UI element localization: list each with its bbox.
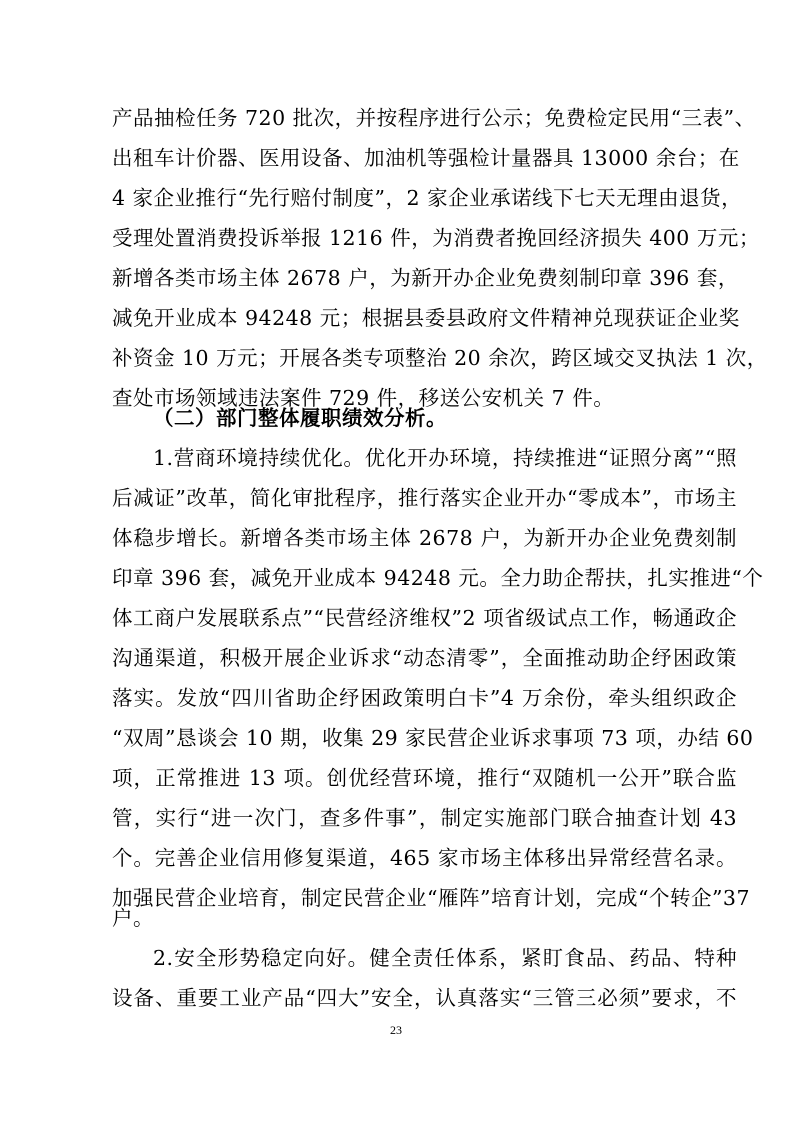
text-line: 减免开业成本 94248 元；根据县委县政府文件精神兑现获证企业奖: [112, 306, 740, 330]
text-line: 出租车计价器、医用设备、加油机等强检计量器具 13000 余台；在: [112, 146, 740, 170]
text-line: 户。: [112, 906, 154, 930]
text-line: 受理处置消费投诉举报 1216 件，为消费者挽回经济损失 400 万元；: [112, 226, 760, 250]
page-number: 23: [390, 1023, 402, 1037]
section-heading: （二）部门整体履职绩效分析。: [153, 406, 447, 430]
text-line: 项，正常推进 13 项。创优经营环境，推行“双随机一公开”联合监: [112, 766, 737, 790]
text-line: 印章 396 套，减免开业成本 94248 元。全力助企帮扶，扎实推进“个: [112, 566, 764, 590]
text-line: 管，实行“进一次门，查多件事”，制定实施部门联合抽查计划 43: [112, 806, 737, 830]
text-line: 4 家企业推行“先行赔付制度”，2 家企业承诺线下七天无理由退货，: [112, 186, 743, 210]
text-line: 新增各类市场主体 2678 户，为新开办企业免费刻制印章 396 套，: [112, 266, 739, 290]
text-line: 后减证”改革，简化审批程序，推行落实企业开办“零成本”，市场主: [112, 486, 737, 510]
text-line: 1.营商环境持续优化。优化开办环境，持续推进“证照分离”“照: [153, 446, 737, 470]
text-line: 查处市场领域违法案件 729 件，移送公安机关 7 件。: [112, 386, 615, 410]
text-line: 加强民营企业培育，制定民营企业“雁阵”培育计划，完成“个转企”37: [112, 886, 751, 910]
text-line: “双周”恳谈会 10 期，收集 29 家民营企业诉求事项 73 项，办结 60: [112, 726, 754, 750]
text-line: 补资金 10 万元；开展各类专项整治 20 余次，跨区域交叉执法 1 次，: [112, 346, 768, 370]
text-line: 2.安全形势稳定向好。健全责任体系，紧盯食品、药品、特种: [153, 946, 737, 970]
text-line: 体工商户发展联系点”“民营经济维权”2 项省级试点工作，畅通政企: [112, 606, 737, 630]
text-line: 沟通渠道，积极开展企业诉求“动态清零”，全面推动助企纾困政策: [112, 646, 737, 670]
text-line: 个。完善企业信用修复渠道，465 家市场主体移出异常经营名录。: [112, 846, 737, 870]
text-line: 体稳步增长。新增各类市场主体 2678 户，为新开办企业免费刻制: [112, 526, 737, 550]
text-line: 落实。发放“四川省助企纾困政策明白卡”4 万余份，牵头组织政企: [112, 686, 737, 710]
text-line: 设备、重要工业产品“四大”安全，认真落实“三管三必须”要求，不: [112, 986, 737, 1010]
text-line: 产品抽检任务 720 批次，并按程序进行公示；免费检定民用“三表”、: [112, 106, 756, 130]
